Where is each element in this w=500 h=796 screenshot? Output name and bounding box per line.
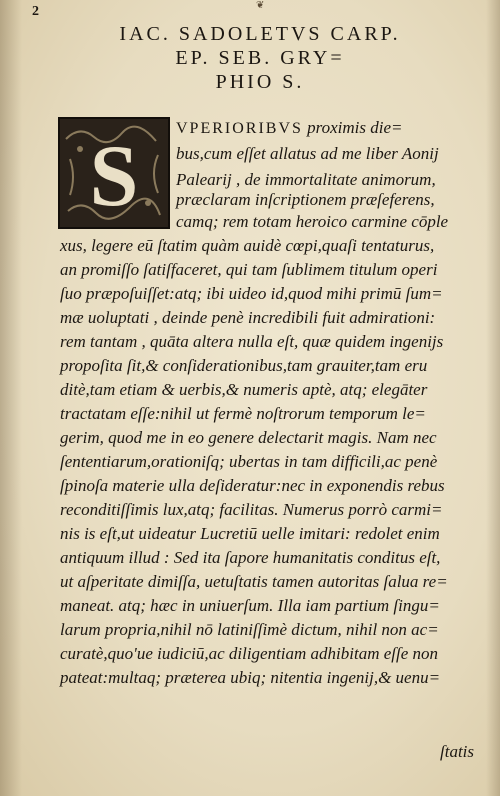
heading-line-3: PHIO S. [215,71,305,93]
text-line-13: tractatam eſſe:nihil ut fermè noſtrorum temporum le= [60,404,426,423]
text-line-5: camq; rem totam heroico carmine cōple [176,212,449,231]
text-line-1 [176,118,476,139]
text-line-21: maneat. atq; hæc in uniuerſum. Illa iam partium ſingu= [60,596,440,615]
text-line-14: gerim, quod me in eo genere delectarit magis. Nam nec [60,428,437,447]
heading-line-1: IAC. SADOLETVS CARP. [119,23,401,45]
text-line-7: an promiſſo ſatiſfaceret, qui tam ſublimem titulum operi [60,260,438,279]
ornament-mark: ❦ [256,0,265,11]
text-line-6: xus, legere eū ſtatim quàm auidè cœpi,quaſi tentaturus, [60,236,435,255]
line-text: proximis die= [307,118,403,137]
text-line-4: præclaram inſcriptionem præſeferens, [176,190,435,209]
lead-word: VPERIORIBVS [176,120,303,137]
heading-line-2: EP. SEB. GRY= [175,47,345,69]
text-line-3: Palearij , de immortalitate animorum, [176,170,436,189]
text-line-2: bus,cum eſſet allatus ad me liber Aonij [176,144,439,163]
initial-letter: S [89,128,139,225]
page-gutter-shadow [0,0,22,796]
text-line-18: nis is eſt,ut uideatur Lucretiū uelle imitari: redolet enim [60,524,440,543]
text-line-9: mæ uoluptati , deinde penè incredibili fuit admirationi: [60,308,436,327]
text-line-24: pateat:multaq; præterea ubiq; nitentia ingenij,& uenu= [60,668,441,687]
text-line-23: curatè,quo'ue iudiciū,ac diligentiam adhibitam eſſe non [60,644,439,663]
text-line-16: ſpinoſa materie ulla deſideratur:nec in exponendis rebus [60,476,445,495]
decorated-initial [58,117,170,229]
text-line-15: ſententiarum,orationiſq; ubertas in tam difficili,ac penè [60,452,438,471]
text-line-17: reconditiſſimis lux,atq; facilitas. Numerus porrò carmi= [60,500,443,519]
text-line-8: ſuo præpoſuiſſet:atq; ibi uideo id,quod mihi primū ſum= [60,284,443,303]
catchword: ſtatis [440,742,475,761]
text-line-10: rem tantam , quāta altera nulla eſt, quæ quidem ingenijs [60,332,444,351]
text-line-19: antiquum illud : Sed ita ſapore humanitatis conditus eſt, [60,548,441,567]
signature-mark: 2 [32,4,39,19]
page-edge-shadow [486,0,500,796]
text-line-11: propoſita ſit,& conſiderationibus,tam grauiter,tam eru [60,356,428,375]
text-line-20: ut aſperitate dimiſſa, uetuſtatis tamen autoritas ſalua re= [60,572,448,591]
text-line-12: ditè,tam etiam & uerbis,& numeris aptè, atq; elegāter [60,380,428,399]
text-line-22: larum propria,nihil nō latiniſſimè dictum, nihil non ac= [60,620,439,639]
